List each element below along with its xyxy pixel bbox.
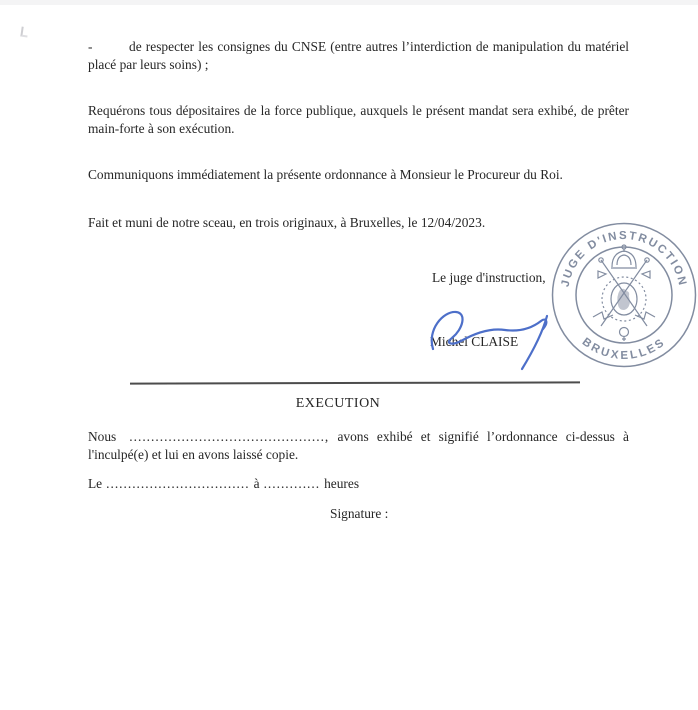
stamp-top-text: JUGE D'INSTRUCTION (559, 229, 689, 289)
execution-title: EXECUTION (295, 396, 381, 411)
judge-role-line: Le juge d'instruction, (432, 270, 546, 285)
scan-artifact (20, 27, 28, 38)
bullet-marker: - (88, 39, 93, 54)
execution-prefix: Nous (88, 429, 117, 444)
communication-paragraph: Communiquons immédiatement la présente ordonnance à Monsieur le Procureur du Roi. (88, 167, 563, 182)
judge-name: Michel CLAISE (430, 334, 519, 349)
requisition-paragraph: Requérons tous dépositaires de la force publique, auxquels le présent mandat sera exhibé, de prêter main-forte à son exécution. (88, 103, 629, 136)
signature-stroke-slash (522, 316, 547, 369)
date-dotted-line: ................................. (106, 476, 250, 491)
execution-statement (88, 428, 629, 464)
bullet-text: de respecter les consignes du CNSE (entre autres l’interdiction de manipulation du matériel placé par leurs soins) ; (88, 39, 629, 72)
date-time-line (88, 476, 359, 492)
stamp-bottom-text: BRUXELLES (579, 335, 669, 363)
signature-label: Signature : (330, 506, 389, 521)
judge-instruction-stamp (551, 222, 697, 368)
execution-suffix: avons exhibé et signifié l’ordonnance ci-dessus à l'inculpé(e) et lui en avons laissé copie. (88, 429, 629, 462)
signature-stroke-loop (432, 312, 547, 349)
name-dotted-line: ............................................., (129, 429, 330, 444)
section-divider (130, 381, 580, 384)
handwritten-signature (420, 298, 560, 376)
at-word: à (253, 476, 260, 491)
coat-of-arms (593, 245, 655, 341)
bullet-paragraph (88, 38, 629, 74)
top-edge-shade (0, 0, 698, 5)
date-prefix: Le (88, 476, 103, 491)
closing-paragraph: Fait et muni de notre sceau, en trois originaux, à Bruxelles, le 12/04/2023. (88, 215, 486, 230)
hours-word: heures (324, 476, 360, 491)
time-dotted-line: ............. (263, 476, 321, 491)
